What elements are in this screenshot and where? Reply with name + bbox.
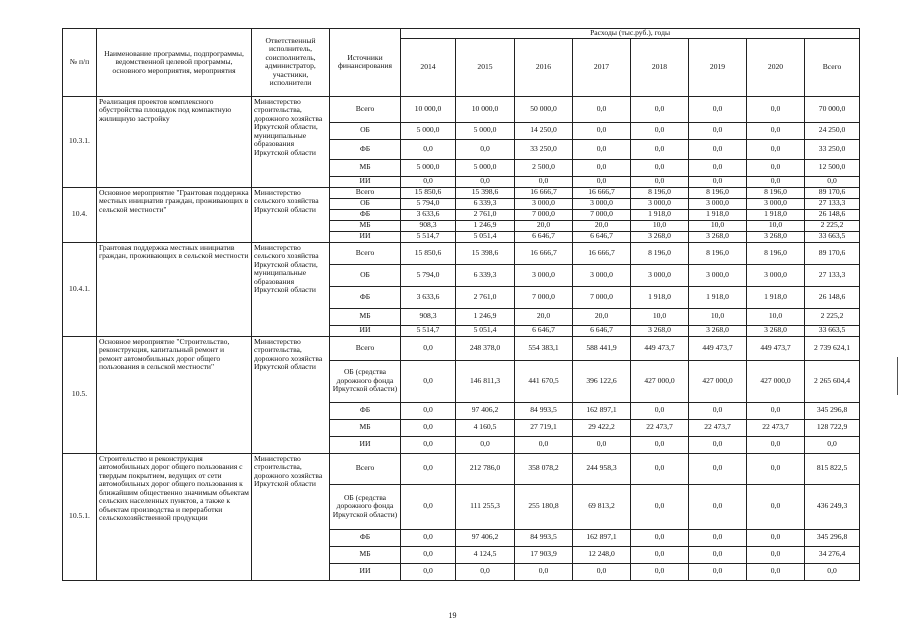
year-value-cell: 0,0 bbox=[401, 336, 456, 360]
year-value-cell: 0,0 bbox=[401, 453, 456, 484]
total-cell: 27 133,3 bbox=[805, 264, 860, 286]
header-year: 2014 bbox=[401, 38, 456, 96]
table-body bbox=[63, 96, 860, 580]
year-value-cell: 0,0 bbox=[515, 176, 573, 187]
year-value-cell: 449 473,7 bbox=[747, 336, 805, 360]
total-cell: 24 250,0 bbox=[805, 122, 860, 139]
table-row bbox=[63, 242, 860, 264]
year-value-cell: 3 268,0 bbox=[689, 325, 747, 336]
year-value-cell: 1 918,0 bbox=[747, 286, 805, 308]
header-num: № п/п bbox=[63, 29, 97, 97]
funding-source: ОБ bbox=[330, 198, 401, 209]
year-value-cell: 0,0 bbox=[631, 436, 689, 453]
funding-source: ИИ bbox=[330, 176, 401, 187]
year-value-cell: 5 051,4 bbox=[456, 231, 515, 242]
year-value-cell: 8 196,0 bbox=[631, 187, 689, 198]
year-value-cell: 3 000,0 bbox=[747, 198, 805, 209]
scan-edge-mark bbox=[897, 357, 898, 395]
header-year: 2016 bbox=[515, 38, 573, 96]
year-value-cell: 0,0 bbox=[631, 484, 689, 529]
year-value-cell: 1 246,9 bbox=[456, 308, 515, 325]
year-value-cell: 12 248,0 bbox=[573, 546, 631, 563]
header-year: 2015 bbox=[456, 38, 515, 96]
year-value-cell: 5 051,4 bbox=[456, 325, 515, 336]
total-cell: 33 250,0 bbox=[805, 139, 860, 159]
funding-source: ИИ bbox=[330, 563, 401, 580]
year-value-cell: 441 670,5 bbox=[515, 360, 573, 402]
total-cell: 0,0 bbox=[805, 176, 860, 187]
header-source: Источники финансирования bbox=[330, 29, 401, 97]
year-value-cell: 0,0 bbox=[747, 139, 805, 159]
year-value-cell: 84 993,5 bbox=[515, 402, 573, 419]
year-value-cell: 8 196,0 bbox=[747, 242, 805, 264]
year-value-cell: 3 268,0 bbox=[747, 231, 805, 242]
year-value-cell: 6 646,7 bbox=[515, 231, 573, 242]
year-value-cell: 0,0 bbox=[747, 453, 805, 484]
year-value-cell: 0,0 bbox=[747, 402, 805, 419]
year-value-cell: 3 633,6 bbox=[401, 286, 456, 308]
row-code: 10.4. bbox=[63, 187, 97, 242]
year-value-cell: 3 000,0 bbox=[631, 264, 689, 286]
year-value-cell: 10,0 bbox=[747, 220, 805, 231]
year-value-cell: 84 993,5 bbox=[515, 529, 573, 546]
year-value-cell: 0,0 bbox=[631, 546, 689, 563]
table-row bbox=[63, 336, 860, 360]
year-value-cell: 0,0 bbox=[401, 529, 456, 546]
year-value-cell: 15 850,6 bbox=[401, 187, 456, 198]
total-cell: 2 739 624,1 bbox=[805, 336, 860, 360]
year-value-cell: 97 406,2 bbox=[456, 529, 515, 546]
row-code: 10.5. bbox=[63, 336, 97, 453]
year-value-cell: 449 473,7 bbox=[689, 336, 747, 360]
year-value-cell: 248 378,0 bbox=[456, 336, 515, 360]
year-value-cell: 0,0 bbox=[631, 453, 689, 484]
year-value-cell: 1 918,0 bbox=[631, 286, 689, 308]
year-value-cell: 1 918,0 bbox=[631, 209, 689, 220]
year-value-cell: 0,0 bbox=[631, 159, 689, 176]
funding-source: ОБ (средства дорожного фонда Иркутской области) bbox=[330, 484, 401, 529]
year-value-cell: 20,0 bbox=[515, 308, 573, 325]
year-value-cell: 50 000,0 bbox=[515, 96, 573, 122]
year-value-cell: 8 196,0 bbox=[689, 187, 747, 198]
measure-name: Основное мероприятие "Грантовая поддержка местных инициатив граждан, проживающих в сельской местности" bbox=[97, 187, 252, 242]
year-value-cell: 6 646,7 bbox=[573, 325, 631, 336]
total-cell: 2 225,2 bbox=[805, 220, 860, 231]
funding-source: МБ bbox=[330, 220, 401, 231]
responsible-executor: Министерство сельского хозяйства Иркутской области, муниципальные образования Иркутской области bbox=[252, 242, 330, 336]
total-cell: 70 000,0 bbox=[805, 96, 860, 122]
year-value-cell: 0,0 bbox=[631, 122, 689, 139]
year-value-cell: 0,0 bbox=[689, 529, 747, 546]
year-value-cell: 0,0 bbox=[747, 176, 805, 187]
year-value-cell: 0,0 bbox=[689, 402, 747, 419]
year-value-cell: 1 918,0 bbox=[689, 209, 747, 220]
year-value-cell: 2 761,0 bbox=[456, 209, 515, 220]
header-expenses: Расходы (тыс.руб.), годы bbox=[401, 29, 860, 39]
year-value-cell: 0,0 bbox=[456, 176, 515, 187]
year-value-cell: 0,0 bbox=[747, 159, 805, 176]
year-value-cell: 16 666,7 bbox=[515, 187, 573, 198]
year-value-cell: 554 383,1 bbox=[515, 336, 573, 360]
year-value-cell: 20,0 bbox=[573, 220, 631, 231]
year-value-cell: 10,0 bbox=[689, 308, 747, 325]
year-value-cell: 16 666,7 bbox=[573, 242, 631, 264]
year-value-cell: 162 897,1 bbox=[573, 402, 631, 419]
total-cell: 0,0 bbox=[805, 436, 860, 453]
year-value-cell: 20,0 bbox=[573, 308, 631, 325]
year-value-cell: 1 918,0 bbox=[689, 286, 747, 308]
year-value-cell: 2 761,0 bbox=[456, 286, 515, 308]
year-value-cell: 427 000,0 bbox=[631, 360, 689, 402]
total-cell: 27 133,3 bbox=[805, 198, 860, 209]
year-value-cell: 255 180,8 bbox=[515, 484, 573, 529]
year-value-cell: 0,0 bbox=[747, 96, 805, 122]
year-value-cell: 0,0 bbox=[456, 436, 515, 453]
year-value-cell: 0,0 bbox=[631, 402, 689, 419]
year-value-cell: 588 441,9 bbox=[573, 336, 631, 360]
year-value-cell: 33 250,0 bbox=[515, 139, 573, 159]
funding-source: ИИ bbox=[330, 436, 401, 453]
year-value-cell: 5 794,0 bbox=[401, 264, 456, 286]
total-cell: 345 296,8 bbox=[805, 529, 860, 546]
year-value-cell: 0,0 bbox=[689, 484, 747, 529]
total-cell: 815 822,5 bbox=[805, 453, 860, 484]
year-value-cell: 5 000,0 bbox=[401, 159, 456, 176]
total-cell: 89 170,6 bbox=[805, 242, 860, 264]
year-value-cell: 0,0 bbox=[573, 563, 631, 580]
year-value-cell: 0,0 bbox=[573, 436, 631, 453]
table-row bbox=[63, 96, 860, 122]
total-cell: 34 276,4 bbox=[805, 546, 860, 563]
year-value-cell: 908,3 bbox=[401, 220, 456, 231]
responsible-executor: Министерство строительства, дорожного хозяйства Иркутской области bbox=[252, 453, 330, 580]
total-cell: 26 148,6 bbox=[805, 209, 860, 220]
year-value-cell: 97 406,2 bbox=[456, 402, 515, 419]
year-value-cell: 0,0 bbox=[456, 139, 515, 159]
total-cell: 33 663,5 bbox=[805, 231, 860, 242]
year-value-cell: 8 196,0 bbox=[631, 242, 689, 264]
year-value-cell: 0,0 bbox=[631, 139, 689, 159]
year-value-cell: 0,0 bbox=[515, 436, 573, 453]
year-value-cell: 10 000,0 bbox=[456, 96, 515, 122]
year-value-cell: 908,3 bbox=[401, 308, 456, 325]
year-value-cell: 0,0 bbox=[401, 139, 456, 159]
funding-source: ОБ bbox=[330, 264, 401, 286]
year-value-cell: 3 000,0 bbox=[631, 198, 689, 209]
year-value-cell: 0,0 bbox=[573, 122, 631, 139]
total-cell: 89 170,6 bbox=[805, 187, 860, 198]
year-value-cell: 427 000,0 bbox=[689, 360, 747, 402]
year-value-cell: 3 000,0 bbox=[573, 264, 631, 286]
budget-table bbox=[62, 28, 860, 581]
total-cell: 0,0 bbox=[805, 563, 860, 580]
year-value-cell: 0,0 bbox=[573, 159, 631, 176]
year-value-cell: 0,0 bbox=[689, 563, 747, 580]
year-value-cell: 0,0 bbox=[456, 563, 515, 580]
funding-source: ФБ bbox=[330, 402, 401, 419]
year-value-cell: 5 000,0 bbox=[456, 159, 515, 176]
year-value-cell: 3 268,0 bbox=[631, 325, 689, 336]
header-year: 2018 bbox=[631, 38, 689, 96]
total-cell: 2 225,2 bbox=[805, 308, 860, 325]
year-value-cell: 0,0 bbox=[573, 139, 631, 159]
funding-source: ОБ bbox=[330, 122, 401, 139]
year-value-cell: 8 196,0 bbox=[689, 242, 747, 264]
year-value-cell: 6 339,3 bbox=[456, 198, 515, 209]
year-value-cell: 0,0 bbox=[689, 546, 747, 563]
year-value-cell: 1 246,9 bbox=[456, 220, 515, 231]
table-row bbox=[63, 453, 860, 484]
year-value-cell: 0,0 bbox=[689, 122, 747, 139]
year-value-cell: 7 000,0 bbox=[515, 286, 573, 308]
year-value-cell: 6 646,7 bbox=[573, 231, 631, 242]
year-value-cell: 0,0 bbox=[401, 563, 456, 580]
year-value-cell: 3 268,0 bbox=[689, 231, 747, 242]
year-value-cell: 5 000,0 bbox=[456, 122, 515, 139]
row-code: 10.5.1. bbox=[63, 453, 97, 580]
total-cell: 128 722,9 bbox=[805, 419, 860, 436]
header-year: 2020 bbox=[747, 38, 805, 96]
total-cell: 2 265 604,4 bbox=[805, 360, 860, 402]
year-value-cell: 0,0 bbox=[401, 436, 456, 453]
year-value-cell: 0,0 bbox=[401, 402, 456, 419]
year-value-cell: 0,0 bbox=[631, 563, 689, 580]
year-value-cell: 3 000,0 bbox=[515, 264, 573, 286]
year-value-cell: 16 666,7 bbox=[515, 242, 573, 264]
year-value-cell: 3 268,0 bbox=[631, 231, 689, 242]
funding-source: ФБ bbox=[330, 286, 401, 308]
year-value-cell: 27 719,1 bbox=[515, 419, 573, 436]
year-value-cell: 244 958,3 bbox=[573, 453, 631, 484]
year-value-cell: 0,0 bbox=[747, 484, 805, 529]
year-value-cell: 0,0 bbox=[573, 176, 631, 187]
year-value-cell: 5 514,7 bbox=[401, 231, 456, 242]
year-value-cell: 427 000,0 bbox=[747, 360, 805, 402]
year-value-cell: 3 268,0 bbox=[747, 325, 805, 336]
year-value-cell: 17 903,9 bbox=[515, 546, 573, 563]
year-value-cell: 10,0 bbox=[689, 220, 747, 231]
year-value-cell: 10,0 bbox=[631, 308, 689, 325]
year-value-cell: 0,0 bbox=[401, 484, 456, 529]
year-value-cell: 15 398,6 bbox=[456, 242, 515, 264]
measure-name: Основное мероприятие "Строительство, реконструкция, капитальный ремонт и ремонт автомобильных дорог общего пользования в сельской местности" bbox=[97, 336, 252, 453]
responsible-executor: Министерство сельского хозяйства Иркутской области bbox=[252, 187, 330, 242]
year-value-cell: 396 122,6 bbox=[573, 360, 631, 402]
funding-source: МБ bbox=[330, 419, 401, 436]
year-value-cell: 7 000,0 bbox=[515, 209, 573, 220]
header-year: 2017 bbox=[573, 38, 631, 96]
funding-source: ФБ bbox=[330, 209, 401, 220]
year-value-cell: 0,0 bbox=[401, 176, 456, 187]
responsible-executor: Министерство строительства, дорожного хозяйства Иркутской области bbox=[252, 336, 330, 453]
year-value-cell: 0,0 bbox=[747, 436, 805, 453]
funding-source: ИИ bbox=[330, 231, 401, 242]
total-cell: 436 249,3 bbox=[805, 484, 860, 529]
funding-source: Всего bbox=[330, 242, 401, 264]
year-value-cell: 0,0 bbox=[631, 176, 689, 187]
year-value-cell: 5 514,7 bbox=[401, 325, 456, 336]
year-value-cell: 16 666,7 bbox=[573, 187, 631, 198]
year-value-cell: 0,0 bbox=[401, 546, 456, 563]
year-value-cell: 22 473,7 bbox=[747, 419, 805, 436]
year-value-cell: 10,0 bbox=[631, 220, 689, 231]
total-cell: 33 663,5 bbox=[805, 325, 860, 336]
year-value-cell: 15 398,6 bbox=[456, 187, 515, 198]
year-value-cell: 7 000,0 bbox=[573, 209, 631, 220]
header-total: Всего bbox=[805, 38, 860, 96]
year-value-cell: 22 473,7 bbox=[631, 419, 689, 436]
header-year: 2019 bbox=[689, 38, 747, 96]
year-value-cell: 1 918,0 bbox=[747, 209, 805, 220]
year-value-cell: 3 633,6 bbox=[401, 209, 456, 220]
year-value-cell: 6 339,3 bbox=[456, 264, 515, 286]
year-value-cell: 3 000,0 bbox=[573, 198, 631, 209]
year-value-cell: 146 811,3 bbox=[456, 360, 515, 402]
year-value-cell: 449 473,7 bbox=[631, 336, 689, 360]
year-value-cell: 2 500,0 bbox=[515, 159, 573, 176]
year-value-cell: 69 813,2 bbox=[573, 484, 631, 529]
funding-source: МБ bbox=[330, 546, 401, 563]
year-value-cell: 4 160,5 bbox=[456, 419, 515, 436]
year-value-cell: 0,0 bbox=[689, 139, 747, 159]
year-value-cell: 7 000,0 bbox=[573, 286, 631, 308]
year-value-cell: 15 850,6 bbox=[401, 242, 456, 264]
responsible-executor: Министерство строительства, дорожного хозяйства Иркутской области, муниципальные образования Иркутской области bbox=[252, 96, 330, 187]
year-value-cell: 8 196,0 bbox=[747, 187, 805, 198]
funding-source: Всего bbox=[330, 96, 401, 122]
year-value-cell: 10 000,0 bbox=[401, 96, 456, 122]
year-value-cell: 3 000,0 bbox=[515, 198, 573, 209]
row-code: 10.3.1. bbox=[63, 96, 97, 187]
total-cell: 345 296,8 bbox=[805, 402, 860, 419]
year-value-cell: 0,0 bbox=[689, 453, 747, 484]
year-value-cell: 5 000,0 bbox=[401, 122, 456, 139]
funding-source: Всего bbox=[330, 336, 401, 360]
funding-source: ОБ (средства дорожного фонда Иркутской области) bbox=[330, 360, 401, 402]
funding-source: МБ bbox=[330, 308, 401, 325]
page-number: 19 bbox=[448, 611, 457, 620]
year-value-cell: 0,0 bbox=[689, 176, 747, 187]
year-value-cell: 0,0 bbox=[631, 96, 689, 122]
funding-source: ФБ bbox=[330, 529, 401, 546]
year-value-cell: 111 255,3 bbox=[456, 484, 515, 529]
year-value-cell: 0,0 bbox=[747, 563, 805, 580]
total-cell: 12 500,0 bbox=[805, 159, 860, 176]
year-value-cell: 14 250,0 bbox=[515, 122, 573, 139]
year-value-cell: 162 897,1 bbox=[573, 529, 631, 546]
table-row bbox=[63, 187, 860, 198]
funding-source: Всего bbox=[330, 187, 401, 198]
year-value-cell: 3 000,0 bbox=[689, 198, 747, 209]
year-value-cell: 0,0 bbox=[401, 419, 456, 436]
year-value-cell: 29 422,2 bbox=[573, 419, 631, 436]
header-responsible: Ответственный исполнитель, соисполнитель, администратор, участники, исполнители bbox=[252, 29, 330, 97]
year-value-cell: 10,0 bbox=[747, 308, 805, 325]
year-value-cell: 0,0 bbox=[689, 96, 747, 122]
year-value-cell: 0,0 bbox=[747, 122, 805, 139]
year-value-cell: 3 000,0 bbox=[747, 264, 805, 286]
year-value-cell: 3 000,0 bbox=[689, 264, 747, 286]
year-value-cell: 0,0 bbox=[573, 96, 631, 122]
measure-name: Реализация проектов комплексного обустройства площадок под компактную жилищную застройку bbox=[97, 96, 252, 187]
year-value-cell: 212 786,0 bbox=[456, 453, 515, 484]
year-value-cell: 5 794,0 bbox=[401, 198, 456, 209]
year-value-cell: 0,0 bbox=[747, 529, 805, 546]
year-value-cell: 4 124,5 bbox=[456, 546, 515, 563]
year-value-cell: 0,0 bbox=[401, 360, 456, 402]
row-code: 10.4.1. bbox=[63, 242, 97, 336]
header-name: Наименование программы, подпрограммы, ведомственной целевой программы, основного мероприятия, мероприятия bbox=[97, 29, 252, 97]
year-value-cell: 0,0 bbox=[689, 436, 747, 453]
year-value-cell: 22 473,7 bbox=[689, 419, 747, 436]
year-value-cell: 6 646,7 bbox=[515, 325, 573, 336]
funding-source: МБ bbox=[330, 159, 401, 176]
year-value-cell: 358 078,2 bbox=[515, 453, 573, 484]
year-value-cell: 0,0 bbox=[515, 563, 573, 580]
funding-source: ФБ bbox=[330, 139, 401, 159]
year-value-cell: 0,0 bbox=[747, 546, 805, 563]
measure-name: Строительство и реконструкция автомобильных дорог общего пользования с твердым покрытием, ведущих от сети автомобильных дорог общего пользования к ближайшим общественно значимым объектам сельских населенных пунктов, а также к объектам производства и переработки сельскохозяйственной продукции bbox=[97, 453, 252, 580]
year-value-cell: 0,0 bbox=[689, 159, 747, 176]
funding-source: ИИ bbox=[330, 325, 401, 336]
year-value-cell: 0,0 bbox=[631, 529, 689, 546]
total-cell: 26 148,6 bbox=[805, 286, 860, 308]
measure-name: Грантовая поддержка местных инициатив граждан, проживающих в сельской местности bbox=[97, 242, 252, 336]
funding-source: Всего bbox=[330, 453, 401, 484]
year-value-cell: 20,0 bbox=[515, 220, 573, 231]
